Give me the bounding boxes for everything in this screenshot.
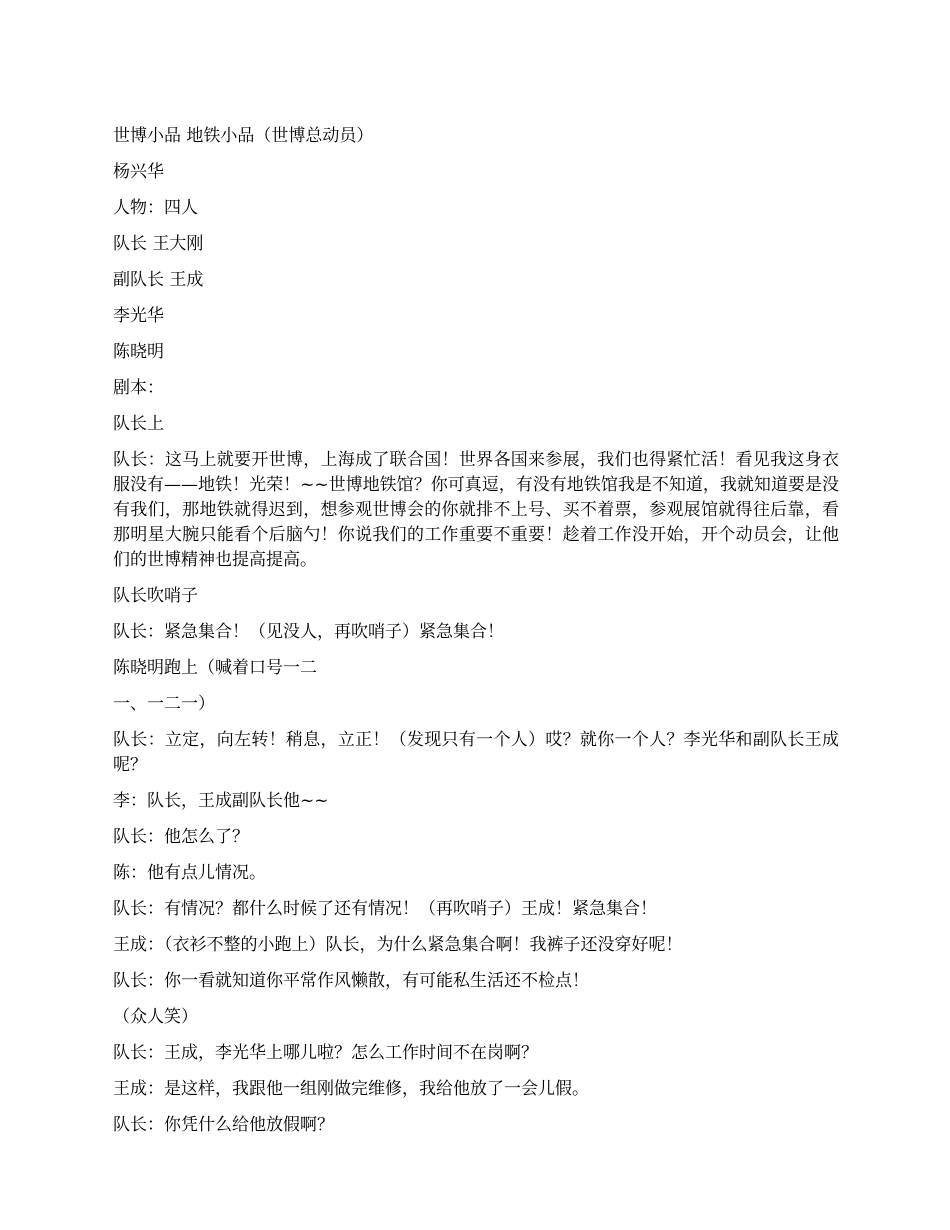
dialogue-line: 李：队长，王成副队长他~~ [113, 791, 329, 811]
dialogue-line: 王成：（衣衫不整的小跑上）队长，为什么紧急集合啊！我裤子还没穿好呢！ [113, 935, 683, 955]
stage-direction: 陈晓明跑上（喊着口号一二 [113, 658, 317, 678]
dialogue-line: 陈：他有点儿情况。 [113, 863, 266, 883]
character-line: 陈晓明 [113, 342, 164, 362]
dialogue-line: 队长：你凭什么给他放假啊？ [113, 1115, 334, 1135]
dialogue-line: 队长：立定，向左转！稍息，立正！（发现只有一个人）哎？就你一个人？李光华和副队长王成呢？ [113, 730, 839, 775]
stage-direction: 队长吹哨子 [113, 586, 198, 606]
character-line: 李光华 [113, 306, 164, 326]
script-heading: 剧本： [113, 378, 164, 398]
stage-direction: （众人笑） [113, 1007, 198, 1027]
dialogue-line: 队长：有情况？都什么时候了还有情况！（再吹哨子）王成！紧急集合！ [113, 899, 657, 919]
stage-direction: 一、一二一） [113, 694, 215, 714]
dialogue-line: 队长：你一看就知道你平常作风懒散，有可能私生活还不检点！ [113, 971, 589, 991]
characters-heading: 人物：四人 [113, 198, 198, 218]
document-body [113, 124, 839, 1149]
character-line: 队长 王大刚 [113, 234, 204, 254]
author-line: 杨兴华 [113, 162, 164, 182]
dialogue-line: 队长：他怎么了？ [113, 827, 249, 847]
character-line: 副队长 王成 [113, 270, 204, 290]
stage-direction: 队长上 [113, 414, 164, 434]
dialogue-line: 队长：紧急集合！（见没人，再吹哨子）紧急集合！ [113, 622, 504, 642]
dialogue-line: 队长：王成，李光华上哪儿啦？怎么工作时间不在岗啊？ [113, 1043, 538, 1063]
document-title: 世博小品 地铁小品（世博总动员） [113, 126, 374, 146]
dialogue-line: 队长：这马上就要开世博，上海成了联合国！世界各国来参展，我们也得紧忙活！看见我这身衣服没有——地铁！光荣！~~世博地铁馆？你可真逗，有没有地铁馆我是不知道，我就知道要是没有我们，那地铁就得迟到，想参观世博会的你就排不上号、买不着票，参观展馆就得往后靠，看那明星大腕只能看个后脑勺！你说我们的工作重要不重要！趁着工作没开始，开个动员会，让他们的世博精神也提高提高。 [113, 450, 839, 570]
dialogue-line: 王成：是这样，我跟他一组刚做完维修，我给他放了一会儿假。 [113, 1079, 589, 1099]
